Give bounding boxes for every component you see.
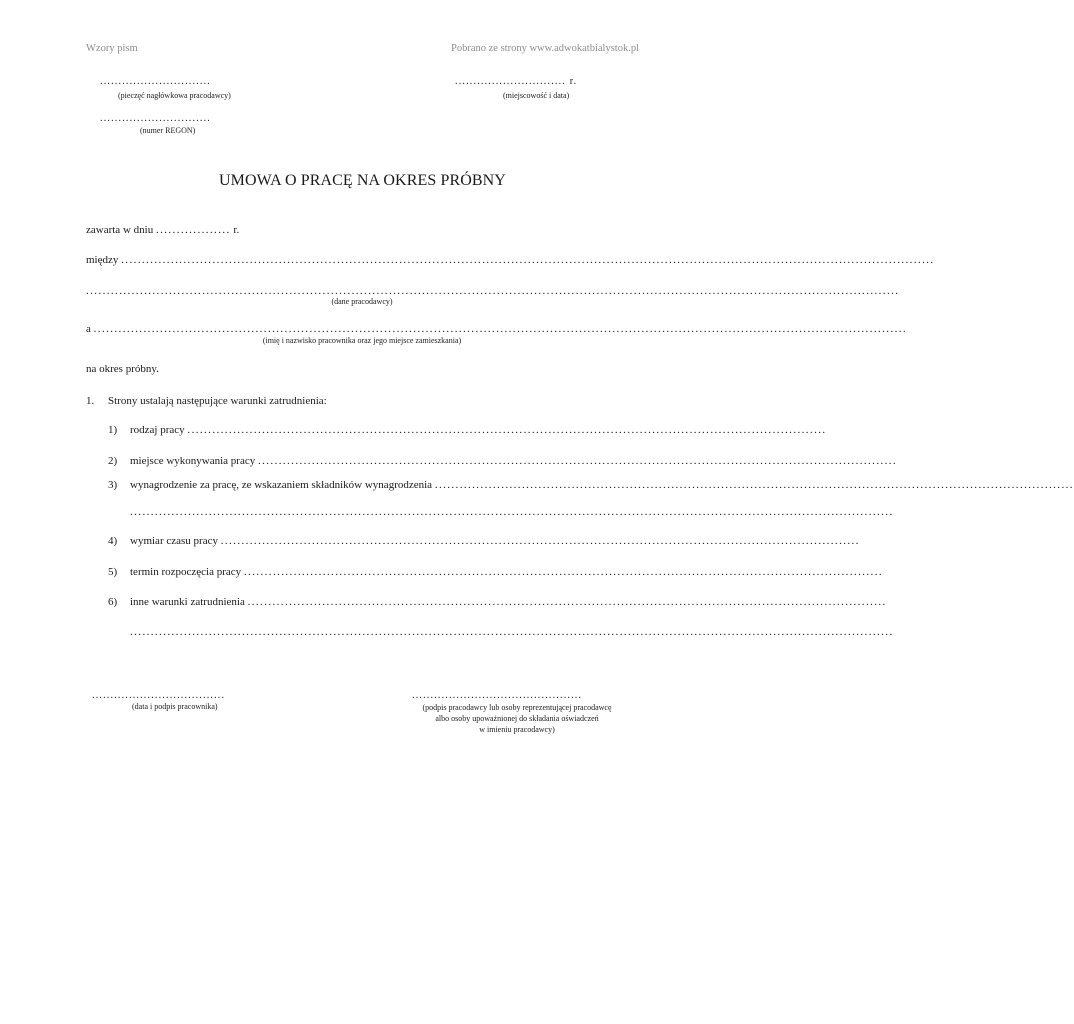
section-1-text: Strony ustalają następujące warunki zatrudnienia: (108, 395, 327, 407)
condition-label: miejsce wykonywania pracy (130, 455, 256, 467)
condition-label: wymiar czasu pracy (130, 535, 218, 547)
concluded-label: zawarta w dniu (86, 224, 154, 236)
section-1-number: 1. (86, 395, 95, 407)
document-title: UMOWA O PRACĘ NA OKRES PRÓBNY (219, 172, 506, 189)
employee-caption: (imię i nazwisko pracownika oraz jego miejsce zamieszkania) (262, 336, 462, 345)
place-date-dots: .............................. r. (455, 76, 578, 87)
header-left: Wzory pism (86, 43, 138, 54)
condition-label: inne warunki zatrudnienia (130, 596, 245, 608)
condition-item: 6) inne warunki zatrudnienia .......................................................................................................................................................... (108, 596, 887, 608)
and-label: a (86, 323, 91, 335)
between-label: między (86, 254, 119, 266)
employee-signature-dots: .................................... (92, 690, 226, 701)
concluded-line (86, 224, 638, 236)
employee-line: a .................................................................................................................................................................................................... (86, 323, 908, 335)
employer-signature-caption: (podpis pracodawcy lub osoby reprezentującej pracodawcę albo osoby upoważnionej do składania oświadczeń w imieniu pracodawcy) (422, 703, 612, 734)
between-line: między .................................................................................................................................................................................................... (86, 254, 935, 266)
salary-continuation-line: ........................................................................................................................................................................................ (130, 506, 894, 518)
employer-signature-dots: .............................................. (412, 690, 583, 701)
employer-caption: (dane pracodawcy) (331, 297, 393, 306)
stamp-dots: .............................. (100, 76, 211, 87)
period-text: na okres próbny. (86, 363, 159, 375)
condition-label: wynagrodzenie za pracę, ze wskazaniem składników wynagrodzenia (130, 479, 433, 491)
concluded-suffix: r. (233, 224, 240, 236)
condition-item: 4) wymiar czasu pracy .......................................................................................................................................................... (108, 535, 860, 547)
condition-item: 3) wynagrodzenie za pracę, ze wskazaniem składników wynagrodzenia .......................................................................................................................................................... (108, 479, 1074, 491)
employee-signature-caption: (data i podpis pracownika) (132, 702, 218, 711)
condition-item: 2) miejsce wykonywania pracy .......................................................................................................................................................... (108, 455, 898, 467)
other-conditions-continuation-line: ........................................................................................................................................................................................ (130, 626, 894, 638)
condition-label: rodzaj pracy (130, 424, 185, 436)
regon-caption: (numer REGON) (140, 126, 196, 135)
condition-item: 1) rodzaj pracy .......................................................................................................................................................... (108, 424, 827, 436)
condition-item: 5) termin rozpoczęcia pracy .......................................................................................................................................................... (108, 566, 884, 578)
concluded-dots: .................. (155, 224, 231, 236)
condition-label: termin rozpoczęcia pracy (130, 566, 242, 578)
regon-dots: .............................. (100, 113, 211, 124)
place-date-caption: (miejscowość i data) (503, 91, 570, 100)
header-right: Pobrano ze strony www.adwokatbialystok.pl (451, 43, 639, 54)
stamp-caption: (pieczęć nagłówkowa pracodawcy) (118, 91, 231, 100)
employer-data-line: .................................................................................................................................................................................................... (86, 285, 900, 297)
